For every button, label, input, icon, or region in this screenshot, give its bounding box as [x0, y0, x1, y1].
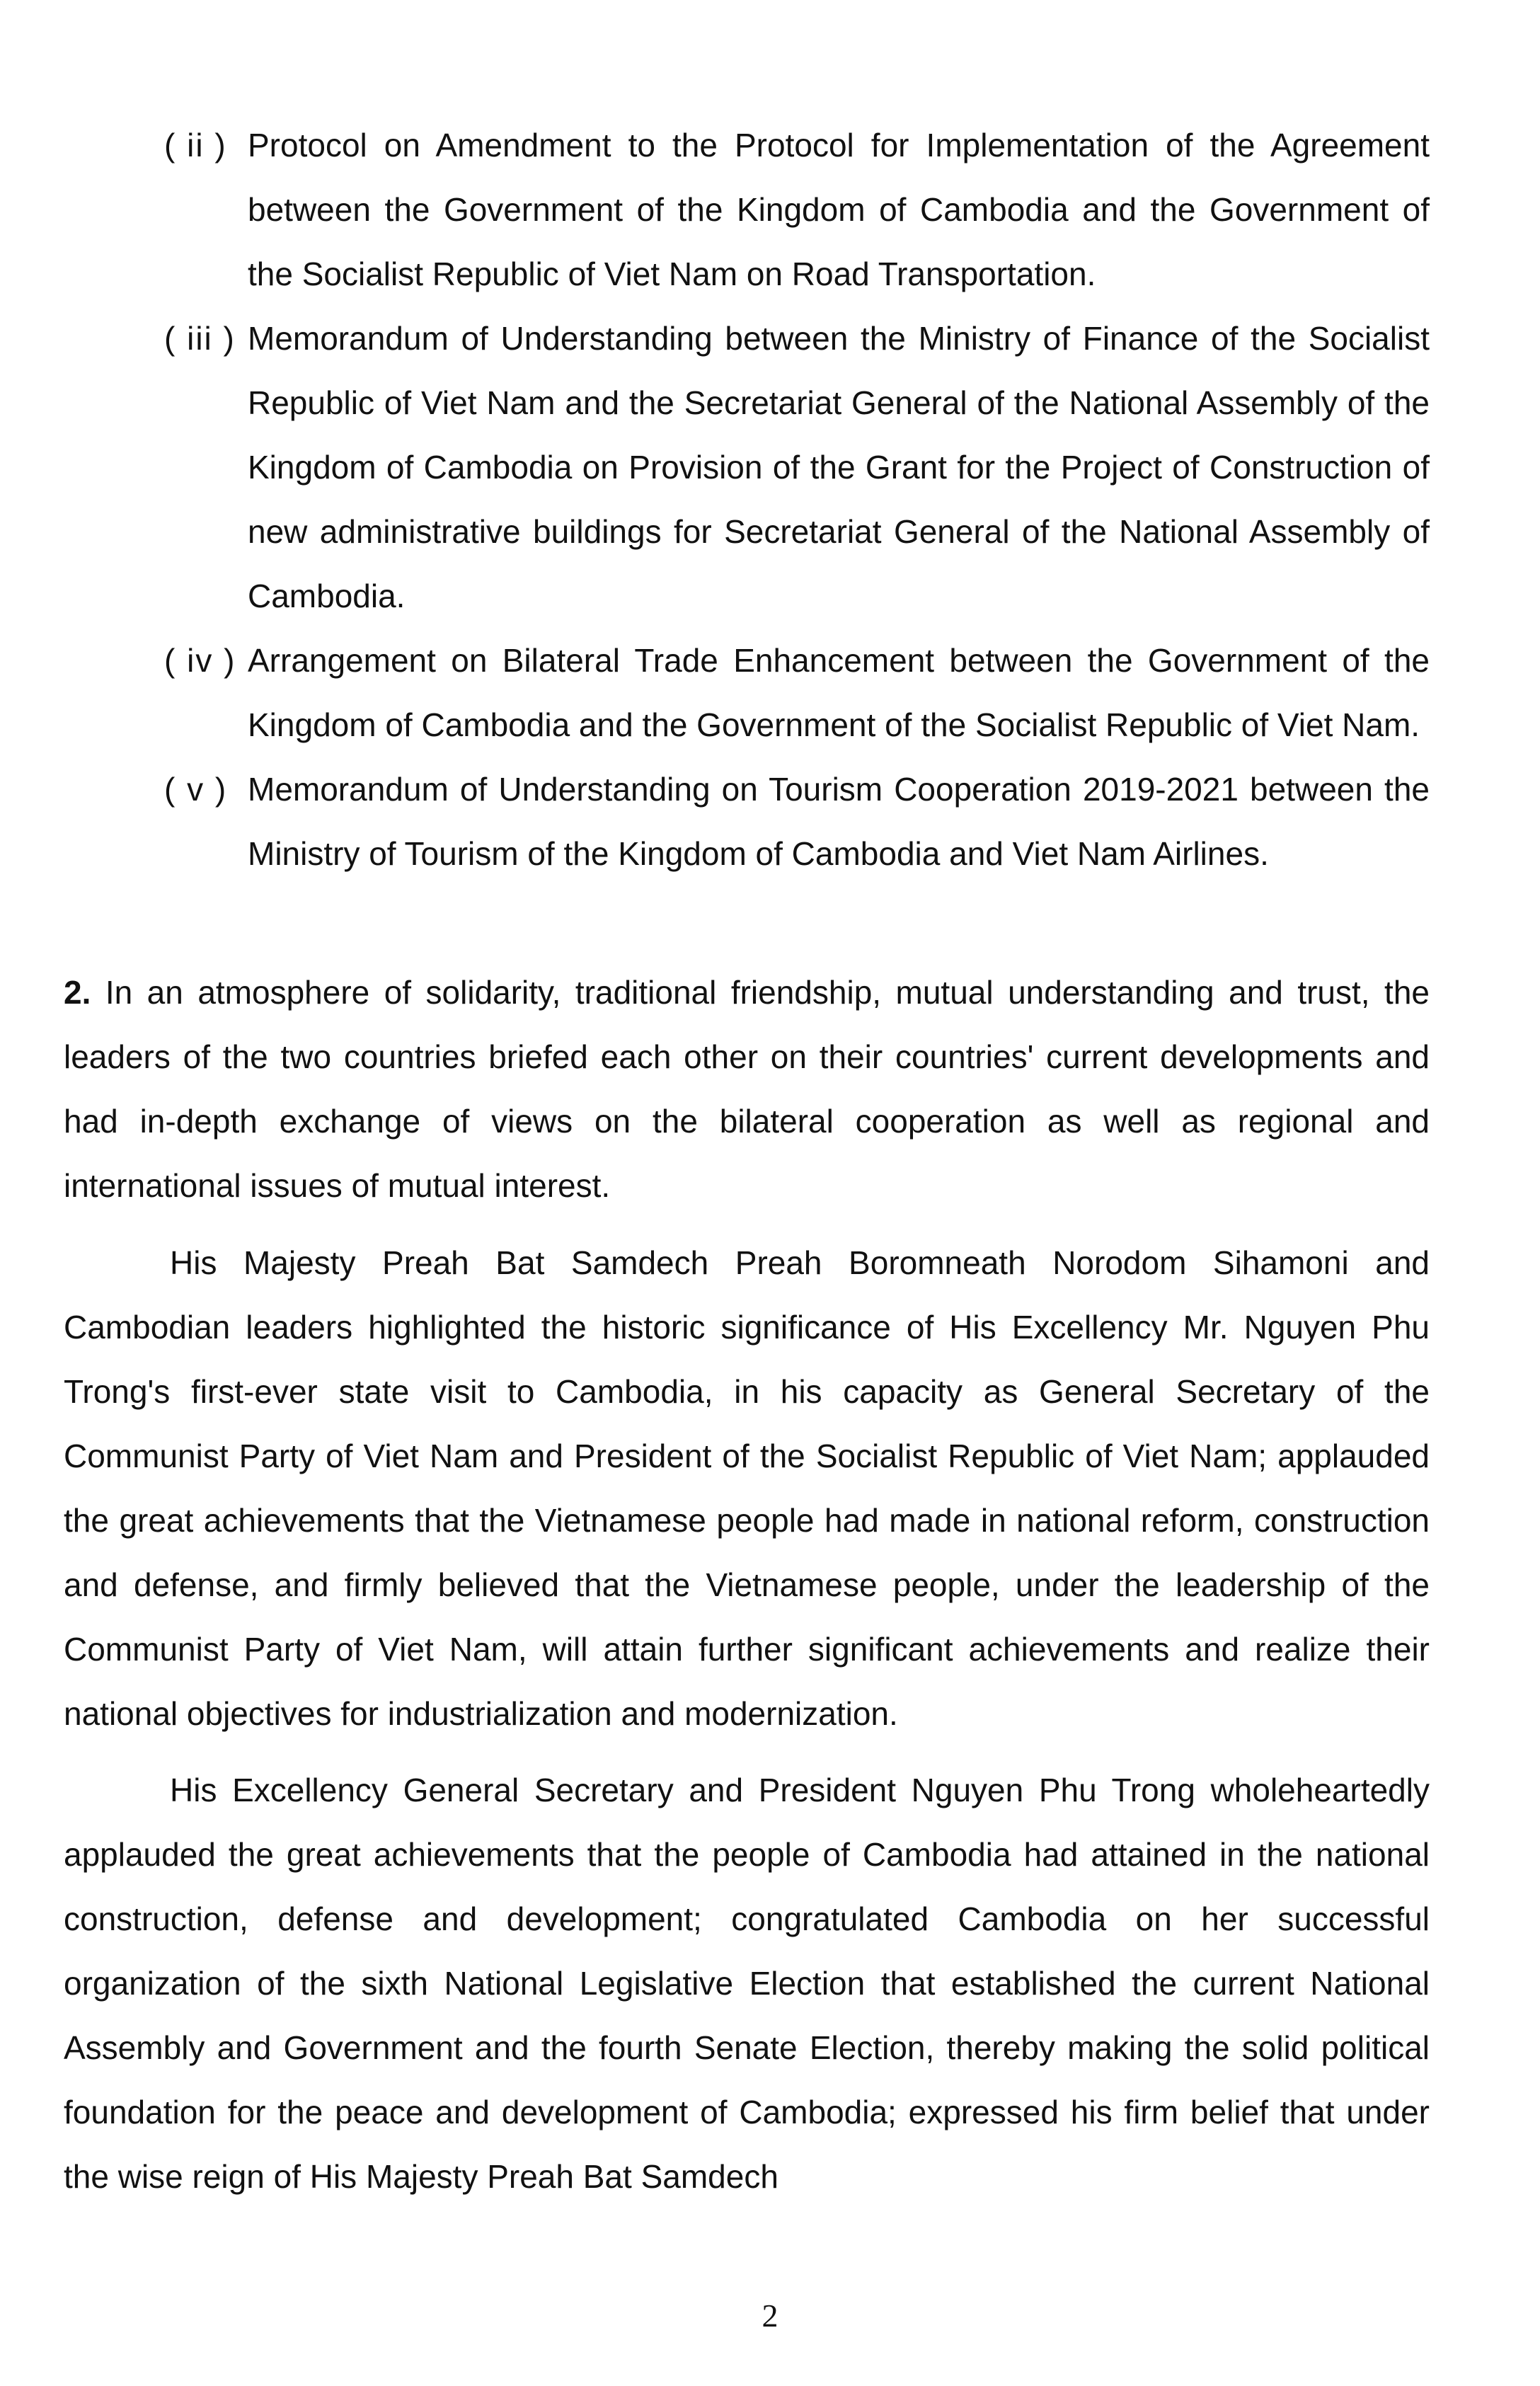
list-item-text: Protocol on Amendment to the Protocol for Implementation of the Agreement between the Government of the Kingdom of Cambodia and the Government of the Socialist Republic of Viet Nam on Road Transportation. [248, 127, 1430, 292]
list-item [0, 113, 1540, 306]
list-item [0, 757, 1540, 886]
agreement-list [0, 113, 1540, 886]
paragraph-4: His Excellency General Secretary and President Nguyen Phu Trong wholeheartedly applauded the great achievements that the people of Cambodia had attained in the national construction, defense and development; congratulated Cambodia on her successful organization of the sixth National Legislative Election that established the current National Assembly and Government and the fourth Senate Election, thereby making the solid political foundation for the peace and development of Cambodia; expressed his firm belief that under the wise reign of His Majesty Preah Bat Samdech [64, 1772, 1430, 2195]
list-item-number: ( v ) [164, 771, 228, 808]
list-item-number: ( iii ) [164, 320, 236, 357]
list-item-text: Memorandum of Understanding on Tourism Cooperation 2019-2021 between the Ministry of Tourism of the Kingdom of Cambodia and Viet Nam Airlines. [248, 771, 1430, 872]
paragraph-2 [64, 960, 1430, 1218]
list-item [0, 306, 1540, 629]
paragraph-3: His Majesty Preah Bat Samdech Preah Boromneath Norodom Sihamoni and Cambodian leaders highlighted the historic significance of His Excellency Mr. Nguyen Phu Trong's first-ever state visit to Cambodia, in his capacity as General Secretary of the Communist Party of Viet Nam and President of the Socialist Republic of Viet Nam; applauded the great achievements that the Vietnamese people had made in national reform, construction and defense, and firmly believed that the Vietnamese people, under the leadership of the Communist Party of Viet Nam, will attain further significant achievements and realize their national objectives for industrialization and modernization. [64, 1244, 1430, 1732]
list-item-text: Arrangement on Bilateral Trade Enhancement between the Government of the Kingdom of Cambodia and the Government of the Socialist Republic of Viet Nam. [248, 642, 1430, 743]
section-number: 2. [64, 974, 91, 1011]
paragraph-2-text: In an atmosphere of solidarity, traditional friendship, mutual understanding and trust, the leaders of the two countries briefed each other on their countries' current developments and had in-depth exchange of views on the bilateral cooperation as well as regional and international issues of mutual interest. [64, 974, 1430, 1204]
list-item-number: ( iv ) [164, 642, 236, 679]
list-item-text: Memorandum of Understanding between the Ministry of Finance of the Socialist Republic of Viet Nam and the Secretariat General of the National Assembly of the Kingdom of Cambodia on Provision of the Grant for the Project of Construction of new administrative buildings for Secretariat General of the National Assembly of Cambodia. [248, 320, 1430, 614]
page-number: 2 [762, 2298, 778, 2334]
list-item-number: ( ii ) [164, 127, 227, 164]
list-item [0, 629, 1540, 757]
